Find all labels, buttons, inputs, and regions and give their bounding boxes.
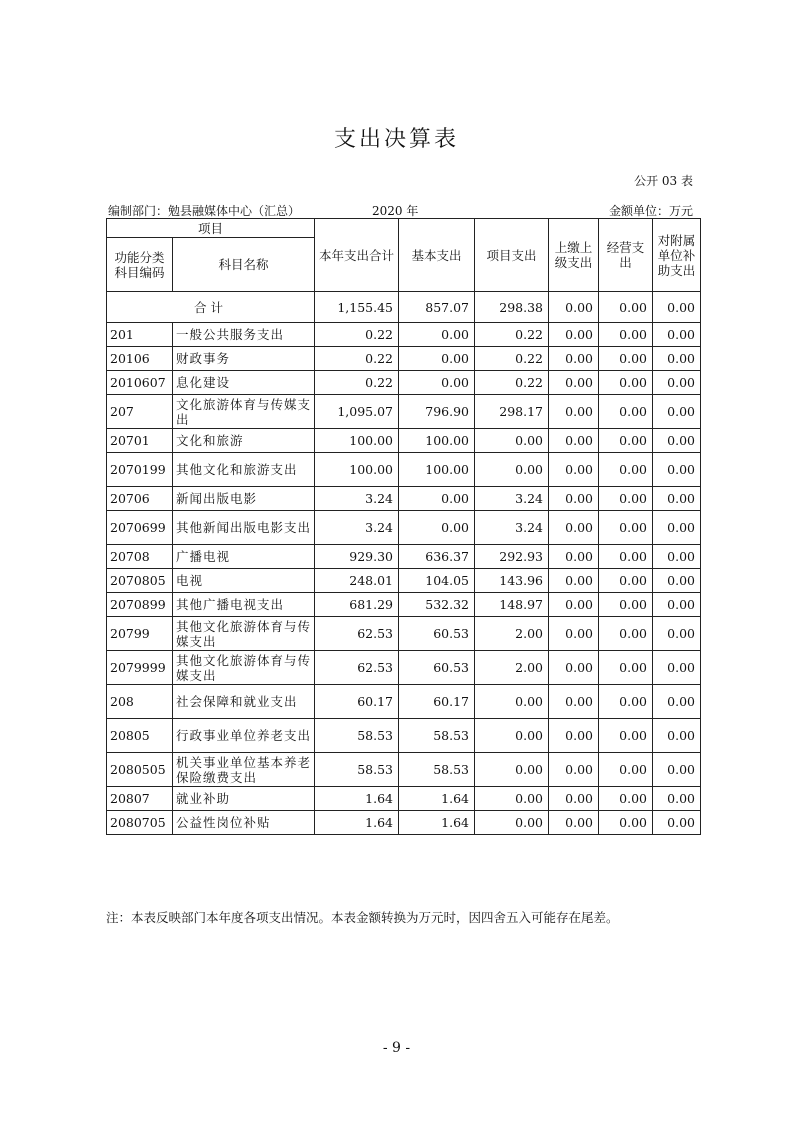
table-row xyxy=(107,487,701,511)
value-cell: 0.00 xyxy=(549,811,599,835)
value-cell: 0.00 xyxy=(599,395,653,429)
value-cell: 0.22 xyxy=(475,347,549,371)
total-cell: 0.00 xyxy=(599,292,653,323)
value-cell: 0.00 xyxy=(653,511,701,545)
code-cell: 2070699 xyxy=(107,511,173,545)
value-cell: 0.00 xyxy=(653,545,701,569)
value-cell: 0.00 xyxy=(549,719,599,753)
form-number: 公开 03 表 xyxy=(634,174,693,188)
header-operating: 经营支出 xyxy=(599,219,653,292)
value-cell: 0.00 xyxy=(599,685,653,719)
table-row xyxy=(107,395,701,429)
value-cell: 0.00 xyxy=(653,787,701,811)
value-cell: 0.22 xyxy=(475,323,549,347)
value-cell: 0.00 xyxy=(599,323,653,347)
name-cell: 广播电视 xyxy=(173,545,315,569)
code-cell: 20701 xyxy=(107,429,173,453)
value-cell: 0.00 xyxy=(549,429,599,453)
name-cell: 新闻出版电影 xyxy=(173,487,315,511)
table-row xyxy=(107,685,701,719)
code-cell: 207 xyxy=(107,395,173,429)
table-row xyxy=(107,787,701,811)
value-cell: 0.00 xyxy=(599,651,653,685)
value-cell: 0.00 xyxy=(475,787,549,811)
value-cell: 1.64 xyxy=(399,811,475,835)
page-title: 支出决算表 xyxy=(333,127,459,152)
code-cell: 2070199 xyxy=(107,453,173,487)
value-cell: 0.00 xyxy=(475,453,549,487)
header-project: 项目 xyxy=(107,219,315,238)
table-row xyxy=(107,811,701,835)
code-cell: 2070805 xyxy=(107,569,173,593)
footnote: 注：本表反映部门本年度各项支出情况。本表金额转换为万元时，因四舍五入可能存在尾差。 xyxy=(106,910,619,925)
value-cell: 100.00 xyxy=(399,453,475,487)
value-cell: 62.53 xyxy=(315,617,399,651)
code-cell: 20799 xyxy=(107,617,173,651)
code-cell: 2080505 xyxy=(107,753,173,787)
code-cell: 20106 xyxy=(107,347,173,371)
value-cell: 298.17 xyxy=(475,395,549,429)
value-cell: 0.00 xyxy=(653,719,701,753)
table-row xyxy=(107,453,701,487)
name-cell: 其他文化旅游体育与传媒支出 xyxy=(173,651,315,685)
value-cell: 0.00 xyxy=(599,569,653,593)
table-row xyxy=(107,753,701,787)
header-name: 科目名称 xyxy=(173,238,315,292)
value-cell: 681.29 xyxy=(315,593,399,617)
name-cell: 电视 xyxy=(173,569,315,593)
value-cell: 0.00 xyxy=(549,453,599,487)
table-row xyxy=(107,371,701,395)
value-cell: 60.17 xyxy=(315,685,399,719)
value-cell: 0.22 xyxy=(475,371,549,395)
value-cell: 0.00 xyxy=(653,395,701,429)
value-cell: 58.53 xyxy=(399,719,475,753)
value-cell: 0.00 xyxy=(599,811,653,835)
value-cell: 0.00 xyxy=(549,617,599,651)
header-total: 本年支出合计 xyxy=(315,219,399,292)
table-row xyxy=(107,651,701,685)
table-row xyxy=(107,323,701,347)
value-cell: 0.00 xyxy=(399,347,475,371)
unit-label: 金额单位：万元 xyxy=(608,204,693,218)
value-cell: 0.00 xyxy=(549,685,599,719)
name-cell: 其他文化和旅游支出 xyxy=(173,453,315,487)
name-cell: 一般公共服务支出 xyxy=(173,323,315,347)
value-cell: 58.53 xyxy=(315,753,399,787)
value-cell: 0.00 xyxy=(549,569,599,593)
name-cell: 公益性岗位补贴 xyxy=(173,811,315,835)
value-cell: 0.22 xyxy=(315,323,399,347)
value-cell: 0.00 xyxy=(475,811,549,835)
value-cell: 0.00 xyxy=(399,323,475,347)
code-cell: 20807 xyxy=(107,787,173,811)
name-cell: 财政事务 xyxy=(173,347,315,371)
total-cell: 1,155.45 xyxy=(315,292,399,323)
value-cell: 0.00 xyxy=(399,487,475,511)
value-cell: 0.00 xyxy=(653,429,701,453)
value-cell: 0.00 xyxy=(599,593,653,617)
code-cell: 208 xyxy=(107,685,173,719)
value-cell: 3.24 xyxy=(475,511,549,545)
header-code: 功能分类科目编码 xyxy=(107,238,173,292)
name-cell: 息化建设 xyxy=(173,371,315,395)
value-cell: 1.64 xyxy=(399,787,475,811)
name-cell: 其他文化旅游体育与传媒支出 xyxy=(173,617,315,651)
value-cell: 0.00 xyxy=(599,511,653,545)
value-cell: 0.00 xyxy=(549,651,599,685)
value-cell: 58.53 xyxy=(315,719,399,753)
value-cell: 0.00 xyxy=(549,787,599,811)
value-cell: 248.01 xyxy=(315,569,399,593)
value-cell: 0.00 xyxy=(475,753,549,787)
value-cell: 0.00 xyxy=(549,753,599,787)
value-cell: 100.00 xyxy=(315,453,399,487)
value-cell: 2.00 xyxy=(475,617,549,651)
value-cell: 0.00 xyxy=(549,545,599,569)
value-cell: 0.00 xyxy=(475,719,549,753)
value-cell: 0.00 xyxy=(653,487,701,511)
value-cell: 60.53 xyxy=(399,651,475,685)
header-project-expense: 项目支出 xyxy=(475,219,549,292)
value-cell: 0.00 xyxy=(653,453,701,487)
total-cell: 0.00 xyxy=(549,292,599,323)
value-cell: 100.00 xyxy=(399,429,475,453)
value-cell: 0.00 xyxy=(599,347,653,371)
value-cell: 0.00 xyxy=(475,429,549,453)
value-cell: 0.00 xyxy=(599,753,653,787)
name-cell: 行政事业单位养老支出 xyxy=(173,719,315,753)
table-row xyxy=(107,545,701,569)
value-cell: 796.90 xyxy=(399,395,475,429)
value-cell: 3.24 xyxy=(315,511,399,545)
value-cell: 0.00 xyxy=(653,347,701,371)
value-cell: 100.00 xyxy=(315,429,399,453)
total-cell: 857.07 xyxy=(399,292,475,323)
value-cell: 636.37 xyxy=(399,545,475,569)
value-cell: 60.53 xyxy=(399,617,475,651)
value-cell: 58.53 xyxy=(399,753,475,787)
name-cell: 机关事业单位基本养老保险缴费支出 xyxy=(173,753,315,787)
value-cell: 148.97 xyxy=(475,593,549,617)
value-cell: 104.05 xyxy=(399,569,475,593)
code-cell: 201 xyxy=(107,323,173,347)
value-cell: 929.30 xyxy=(315,545,399,569)
value-cell: 0.00 xyxy=(599,429,653,453)
code-cell: 20706 xyxy=(107,487,173,511)
code-cell: 2080705 xyxy=(107,811,173,835)
page-number: - 9 - xyxy=(382,1040,411,1056)
table-row xyxy=(107,719,701,753)
value-cell: 3.24 xyxy=(475,487,549,511)
name-cell: 社会保障和就业支出 xyxy=(173,685,315,719)
value-cell: 62.53 xyxy=(315,651,399,685)
code-cell: 20805 xyxy=(107,719,173,753)
header-subsidy: 对附属单位补助支出 xyxy=(653,219,701,292)
header-upper: 上缴上级支出 xyxy=(549,219,599,292)
value-cell: 60.17 xyxy=(399,685,475,719)
name-cell: 文化和旅游 xyxy=(173,429,315,453)
value-cell: 0.00 xyxy=(653,651,701,685)
value-cell: 532.32 xyxy=(399,593,475,617)
value-cell: 0.00 xyxy=(599,787,653,811)
value-cell: 0.00 xyxy=(549,395,599,429)
value-cell: 143.96 xyxy=(475,569,549,593)
value-cell: 0.00 xyxy=(653,617,701,651)
value-cell: 0.00 xyxy=(549,511,599,545)
value-cell: 0.00 xyxy=(549,347,599,371)
value-cell: 0.00 xyxy=(653,593,701,617)
value-cell: 0.00 xyxy=(549,323,599,347)
table-row xyxy=(107,511,701,545)
code-cell: 20708 xyxy=(107,545,173,569)
code-cell: 2010607 xyxy=(107,371,173,395)
value-cell: 0.00 xyxy=(599,617,653,651)
name-cell: 其他广播电视支出 xyxy=(173,593,315,617)
value-cell: 0.00 xyxy=(653,811,701,835)
value-cell: 0.00 xyxy=(599,545,653,569)
value-cell: 1.64 xyxy=(315,811,399,835)
value-cell: 0.00 xyxy=(653,371,701,395)
total-row xyxy=(107,292,701,323)
total-label: 合计 xyxy=(107,292,315,323)
value-cell: 292.93 xyxy=(475,545,549,569)
value-cell: 0.22 xyxy=(315,347,399,371)
value-cell: 2.00 xyxy=(475,651,549,685)
value-cell: 0.22 xyxy=(315,371,399,395)
total-cell: 298.38 xyxy=(475,292,549,323)
name-cell: 就业补助 xyxy=(173,787,315,811)
table-row xyxy=(107,617,701,651)
value-cell: 0.00 xyxy=(599,371,653,395)
table-row xyxy=(107,347,701,371)
value-cell: 0.00 xyxy=(653,753,701,787)
value-cell: 0.00 xyxy=(599,719,653,753)
value-cell: 0.00 xyxy=(475,685,549,719)
total-cell: 0.00 xyxy=(653,292,701,323)
department-label: 编制部门：勉县融媒体中心（汇总） xyxy=(108,204,301,218)
table-row xyxy=(107,569,701,593)
table-row xyxy=(107,429,701,453)
value-cell: 0.00 xyxy=(599,453,653,487)
value-cell: 1,095.07 xyxy=(315,395,399,429)
name-cell: 其他新闻出版电影支出 xyxy=(173,511,315,545)
value-cell: 0.00 xyxy=(549,371,599,395)
code-cell: 2070899 xyxy=(107,593,173,617)
value-cell: 0.00 xyxy=(399,371,475,395)
value-cell: 0.00 xyxy=(653,323,701,347)
value-cell: 0.00 xyxy=(599,487,653,511)
value-cell: 0.00 xyxy=(549,593,599,617)
value-cell: 0.00 xyxy=(399,511,475,545)
header-basic: 基本支出 xyxy=(399,219,475,292)
code-cell: 2079999 xyxy=(107,651,173,685)
table-row xyxy=(107,593,701,617)
expenditure-table xyxy=(106,218,701,835)
value-cell: 0.00 xyxy=(549,487,599,511)
year-label: 2020 年 xyxy=(372,204,419,218)
value-cell: 1.64 xyxy=(315,787,399,811)
value-cell: 0.00 xyxy=(653,685,701,719)
name-cell: 文化旅游体育与传媒支出 xyxy=(173,395,315,429)
value-cell: 0.00 xyxy=(653,569,701,593)
value-cell: 3.24 xyxy=(315,487,399,511)
